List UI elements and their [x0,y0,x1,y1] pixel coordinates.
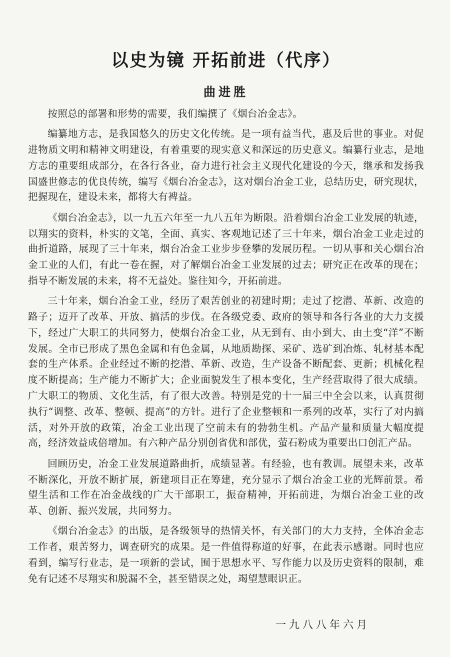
paragraph: 按照总的部署和形势的需要，我们编撰了《烟台冶金志》。 [47,109,303,120]
paragraph: 《烟台冶金志》，以一九五六年至一九八五年为断限。沿着烟台冶金工业发展的轨迹，以翔实的资料，朴实的文笔，全面、真实、客观地记述了三十年来，烟台冶金工业走过的曲折道路，展现了三十年来，烟台冶金工业步步登攀的发展历程。一切从事和关心烟台冶金工业的人们，有此一卷在握，对了解烟台冶金工业发展的过去；研究正在改革的现在；指导不断发展的未来，将不无益处。鉴往知今，开拓前进。 [28,212,424,287]
paragraph: 编纂地方志，是我国悠久的历史文化传统。是一项有益当代，惠及后世的事业。对促进物质文明和精神文明建设，有着重要的现实意义和深远的历史意义。编纂行业志，是地方志的重要组成部分，在各行各业，奋力进行社会主义现代化建设的今天，继承和发扬我国盛世修志的优良传统，编写《烟台冶金志》，这对烟台冶金工业，总结历史，研究现状，把握现在，建设未来，都将大有裨益。 [28,129,424,204]
author-name: 曲进胜 [203,85,249,99]
paragraph: 《烟台冶金志》的出版，是各级领导的热情关怀，有关部门的大力支持，全体冶金志工作者，艰苦努力，调查研究的成果。是一件值得称道的好事，在此表示感谢。同时也应看到，编写行业志，是一项新的尝试，囿于思想水平、写作能力以及历史资料的限制，难免有记述不尽翔实和脱漏不全，甚至错误之处，竭望慧眼识正。 [28,526,424,585]
paragraph: 三十年来，烟台冶金工业，经历了艰苦创业的初建时期；走过了挖潜、革新、改造的路子；迈开了改革、开放、搞活的步伐。在各级党委、政府的领导和各行各业的大力支援下，经过广大职工的共同努力，使烟台冶金工业，从无到有、由小到大、由土变“洋”不断发展。全市已形成了黑色金属和有色金属，从地质勘探、采矿、选矿到冶炼、轧材基本配套的生产体系。企业经过不断的挖潜、革新、改造，生产设备不断配套、更新；机械化程度不断提高；生产能力不断扩大；企业面貌发生了根本变化，生产经营取得了很大成绩。广大职工的物质、文化生活，有了很大改善。特别是党的十一届三中全会以来，认真贯彻执行“调整、改革、整顿、提高”的方针。进行了企业整顿和一系列的改革，实行了对内搞活，对外开放的政策，冶金工业出现了空前未有的勃勃生机。产品产量和质量大幅度提高，经济效益成倍增加。有六种产品分别创省优和部优，萤石粉成为重要出口创汇产品。 [28,296,424,450]
body-text [28,107,424,588]
paragraph: 回顾历史，冶金工业发展道路曲折，成绩显著。有经验，也有教训。展望未来，改革不断深化，开放不断扩展，新建项目正在筹建，充分显示了烟台冶金工业的光辉前景。希望生活和工作在冶金战线的广大干部职工，振奋精神，开拓前进，为烟台冶金工业的改革、创新、振兴发展，共同努力。 [28,458,424,518]
signature-date: 一九八八年六月 [275,619,370,631]
page-title: 以史为镜 开拓前进（代序） [111,51,341,71]
